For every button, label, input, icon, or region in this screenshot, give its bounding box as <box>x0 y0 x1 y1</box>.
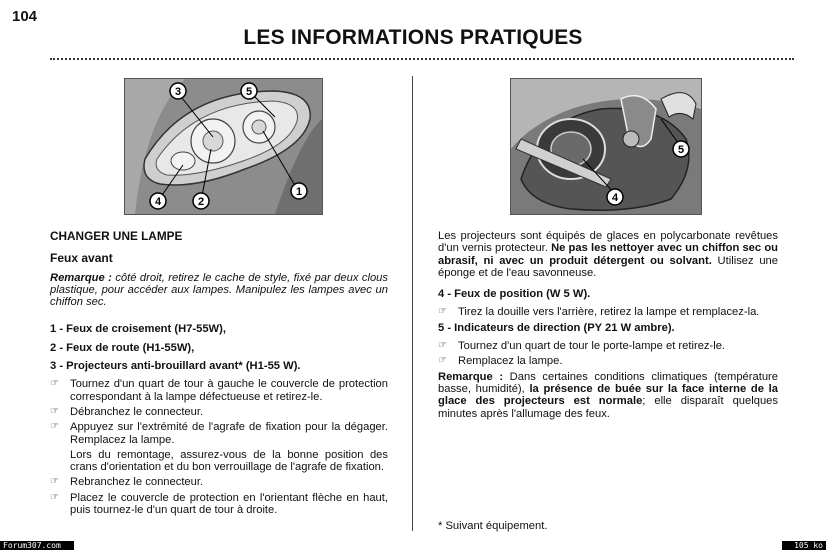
list-item: ☞ Tournez d'un quart de tour le porte-lampe et retirez-le. <box>438 340 726 353</box>
pointing-hand-icon: ☞ <box>50 405 59 417</box>
pointing-hand-icon: ☞ <box>50 476 59 488</box>
headlamp-front-illustration <box>125 79 322 214</box>
headlamp-rear-illustration <box>511 79 701 214</box>
headlamp-front-figure <box>124 78 323 215</box>
lamp-item-1: 1 - Feux de croisement (H7-55W), <box>50 323 226 336</box>
svg-text:4: 4 <box>611 192 619 204</box>
left-column <box>50 230 388 519</box>
callout-4 <box>607 189 623 205</box>
section-heading: CHANGER UNE LAMPE <box>50 229 183 243</box>
list-item: ☞ Tournez d'un quart de tour à gauche le couvercle de protection correspondant à la lampe défectueuse et retirez-le. <box>50 378 388 403</box>
callout-1 <box>291 183 307 199</box>
svg-text:1: 1 <box>295 186 303 198</box>
list-item: ☞ Rebranchez le connecteur. <box>50 476 204 489</box>
svg-text:3: 3 <box>174 86 182 98</box>
pointing-hand-icon: ☞ <box>438 306 447 318</box>
remark-label: Remarque : <box>50 271 112 284</box>
lamp-item-3: 3 - Projecteurs anti-brouillard avant* (H1-55 W). <box>50 360 301 373</box>
remark-paragraph: Remarque : Dans certaines conditions climatiques (température basse, humidité), la présence de buée sur la face interne de la glace des projecteurs est normale; elle disparaît quelques minutes après l'allumage des feux. <box>438 370 778 420</box>
page-title: LES INFORMATIONS PRATIQUES <box>243 26 583 49</box>
callout-5 <box>673 141 689 157</box>
list-item: ☞ Placez le couvercle de protection en l'orientant flèche en haut, puis tournez-le d'un quart de tour à droite. <box>50 491 388 517</box>
callout-2 <box>193 193 209 209</box>
pointing-hand-icon: ☞ <box>438 340 447 352</box>
callout-4 <box>150 193 166 209</box>
list-item: ☞ Débranchez le connecteur. <box>50 405 204 418</box>
forum-watermark: Forum307.com <box>0 541 74 550</box>
pointing-hand-icon: ☞ <box>50 421 59 433</box>
lamp-item-5: 5 - Indicateurs de direction (PY 21 W ambre). <box>438 321 675 334</box>
footnote: * Suivant équipement. <box>438 520 548 532</box>
svg-text:4: 4 <box>154 196 162 208</box>
remark-paragraph <box>50 272 388 309</box>
list-item: ☞ Remplacez la lampe. <box>438 355 563 368</box>
lamp-item-2: 2 - Feux de route (H1-55W), <box>50 341 195 354</box>
callout-3 <box>170 83 186 99</box>
pointing-hand-icon: ☞ <box>50 378 59 390</box>
list-item: ☞ Appuyez sur l'extrémité de l'agrafe de fixation pour la dégager. Remplacez la lampe. <box>50 421 388 446</box>
svg-text:2: 2 <box>197 196 205 208</box>
remark-text: côté droit, retirez le cache de style, fixé par deux clous plastique, pour accéder aux lampes. Manipulez les lampes avec un chiffon sec. <box>50 271 388 309</box>
intro-paragraph: Les projecteurs sont équipés de glaces en polycarbonate revêtues d'un vernis protecteur. Ne pas les nettoyer avec un chiffon sec ou abrasif, ni avec un produit détergent ou solvant. Utilisez une éponge et de l'eau savonneuse. <box>438 230 779 279</box>
right-column <box>438 230 778 429</box>
subsection-heading: Feux avant <box>50 251 113 266</box>
pointing-hand-icon: ☞ <box>50 491 59 503</box>
callout-5 <box>241 83 257 99</box>
reassembly-note: Lors du remontage, assurez-vous de la bonne position des crans d'orientation et du bon verrouillage de l'agrafe de fixation. <box>70 448 388 474</box>
page-number: 104 <box>12 8 38 25</box>
dotted-divider <box>50 58 794 60</box>
headlamp-rear-figure <box>510 78 702 215</box>
pointing-hand-icon: ☞ <box>438 355 447 367</box>
svg-text:5: 5 <box>245 86 253 98</box>
svg-text:5: 5 <box>677 144 685 156</box>
list-item: ☞ Tirez la douille vers l'arrière, retirez la lampe et remplacez-la. <box>438 306 760 319</box>
lamp-item-4: 4 - Feux de position (W 5 W). <box>438 288 591 301</box>
file-size-label: 105 ko <box>782 541 826 550</box>
column-divider <box>412 76 413 531</box>
